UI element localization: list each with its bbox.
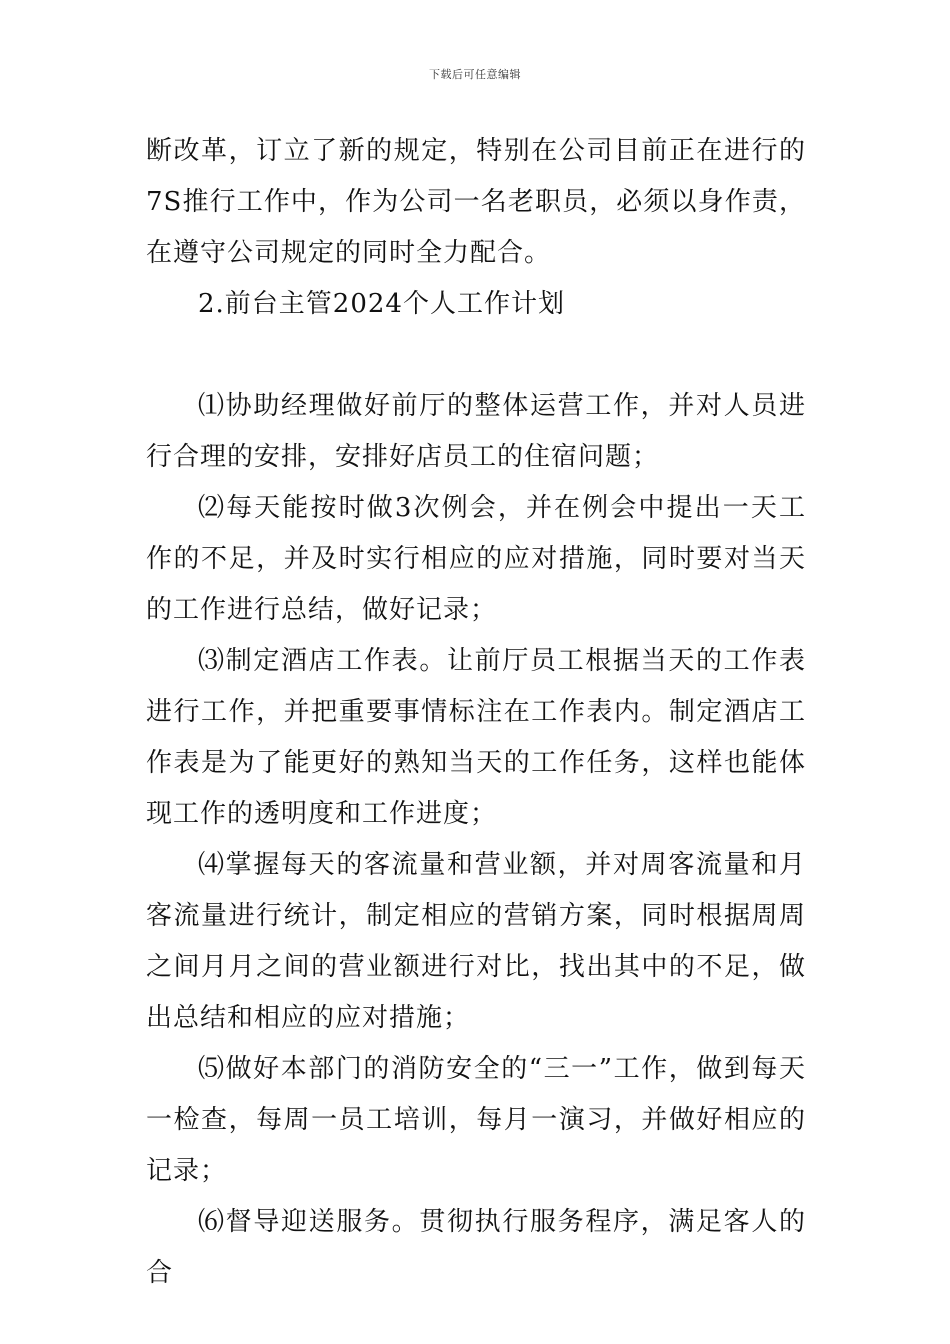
plan-item-6: ⑹督导迎送服务。贯彻执行服务程序，满足客人的合	[146, 1207, 806, 1288]
document-body	[146, 126, 806, 1299]
plan-item-5: ⑸做好本部门的消防安全的“三一”工作，做到每天一检查，每周一员工培训，每月一演习，并做好相应的记录；	[146, 1054, 806, 1186]
plan-item-1: ⑴协助经理做好前厅的整体运营工作，并对人员进行合理的安排，安排好店员工的住宿问题；	[146, 391, 806, 472]
page-header-note: 下载后可任意编辑	[429, 68, 521, 81]
plan-item-4: ⑷掌握每天的客流量和营业额，并对周客流量和月客流量进行统计，制定相应的营销方案，同时根据周周之间月月之间的营业额进行对比，找出其中的不足，做出总结和相应的应对措施；	[146, 850, 806, 1033]
plan-item-2: ⑵每天能按时做3次例会，并在例会中提出一天工作的不足，并及时实行相应的应对措施，同时要对当天的工作进行总结，做好记录；	[146, 493, 806, 625]
intro-paragraph: 断改革，订立了新的规定，特别在公司目前正在进行的7S推行工作中，作为公司一名老职员，必须以身作责，在遵守公司规定的同时全力配合。	[146, 136, 806, 268]
plan-item-3: ⑶制定酒店工作表。让前厅员工根据当天的工作表进行工作，并把重要事情标注在工作表内。制定酒店工作表是为了能更好的熟知当天的工作任务，这样也能体现工作的透明度和工作进度；	[146, 646, 806, 829]
section-heading: 2.前台主管2024个人工作计划	[198, 289, 565, 319]
